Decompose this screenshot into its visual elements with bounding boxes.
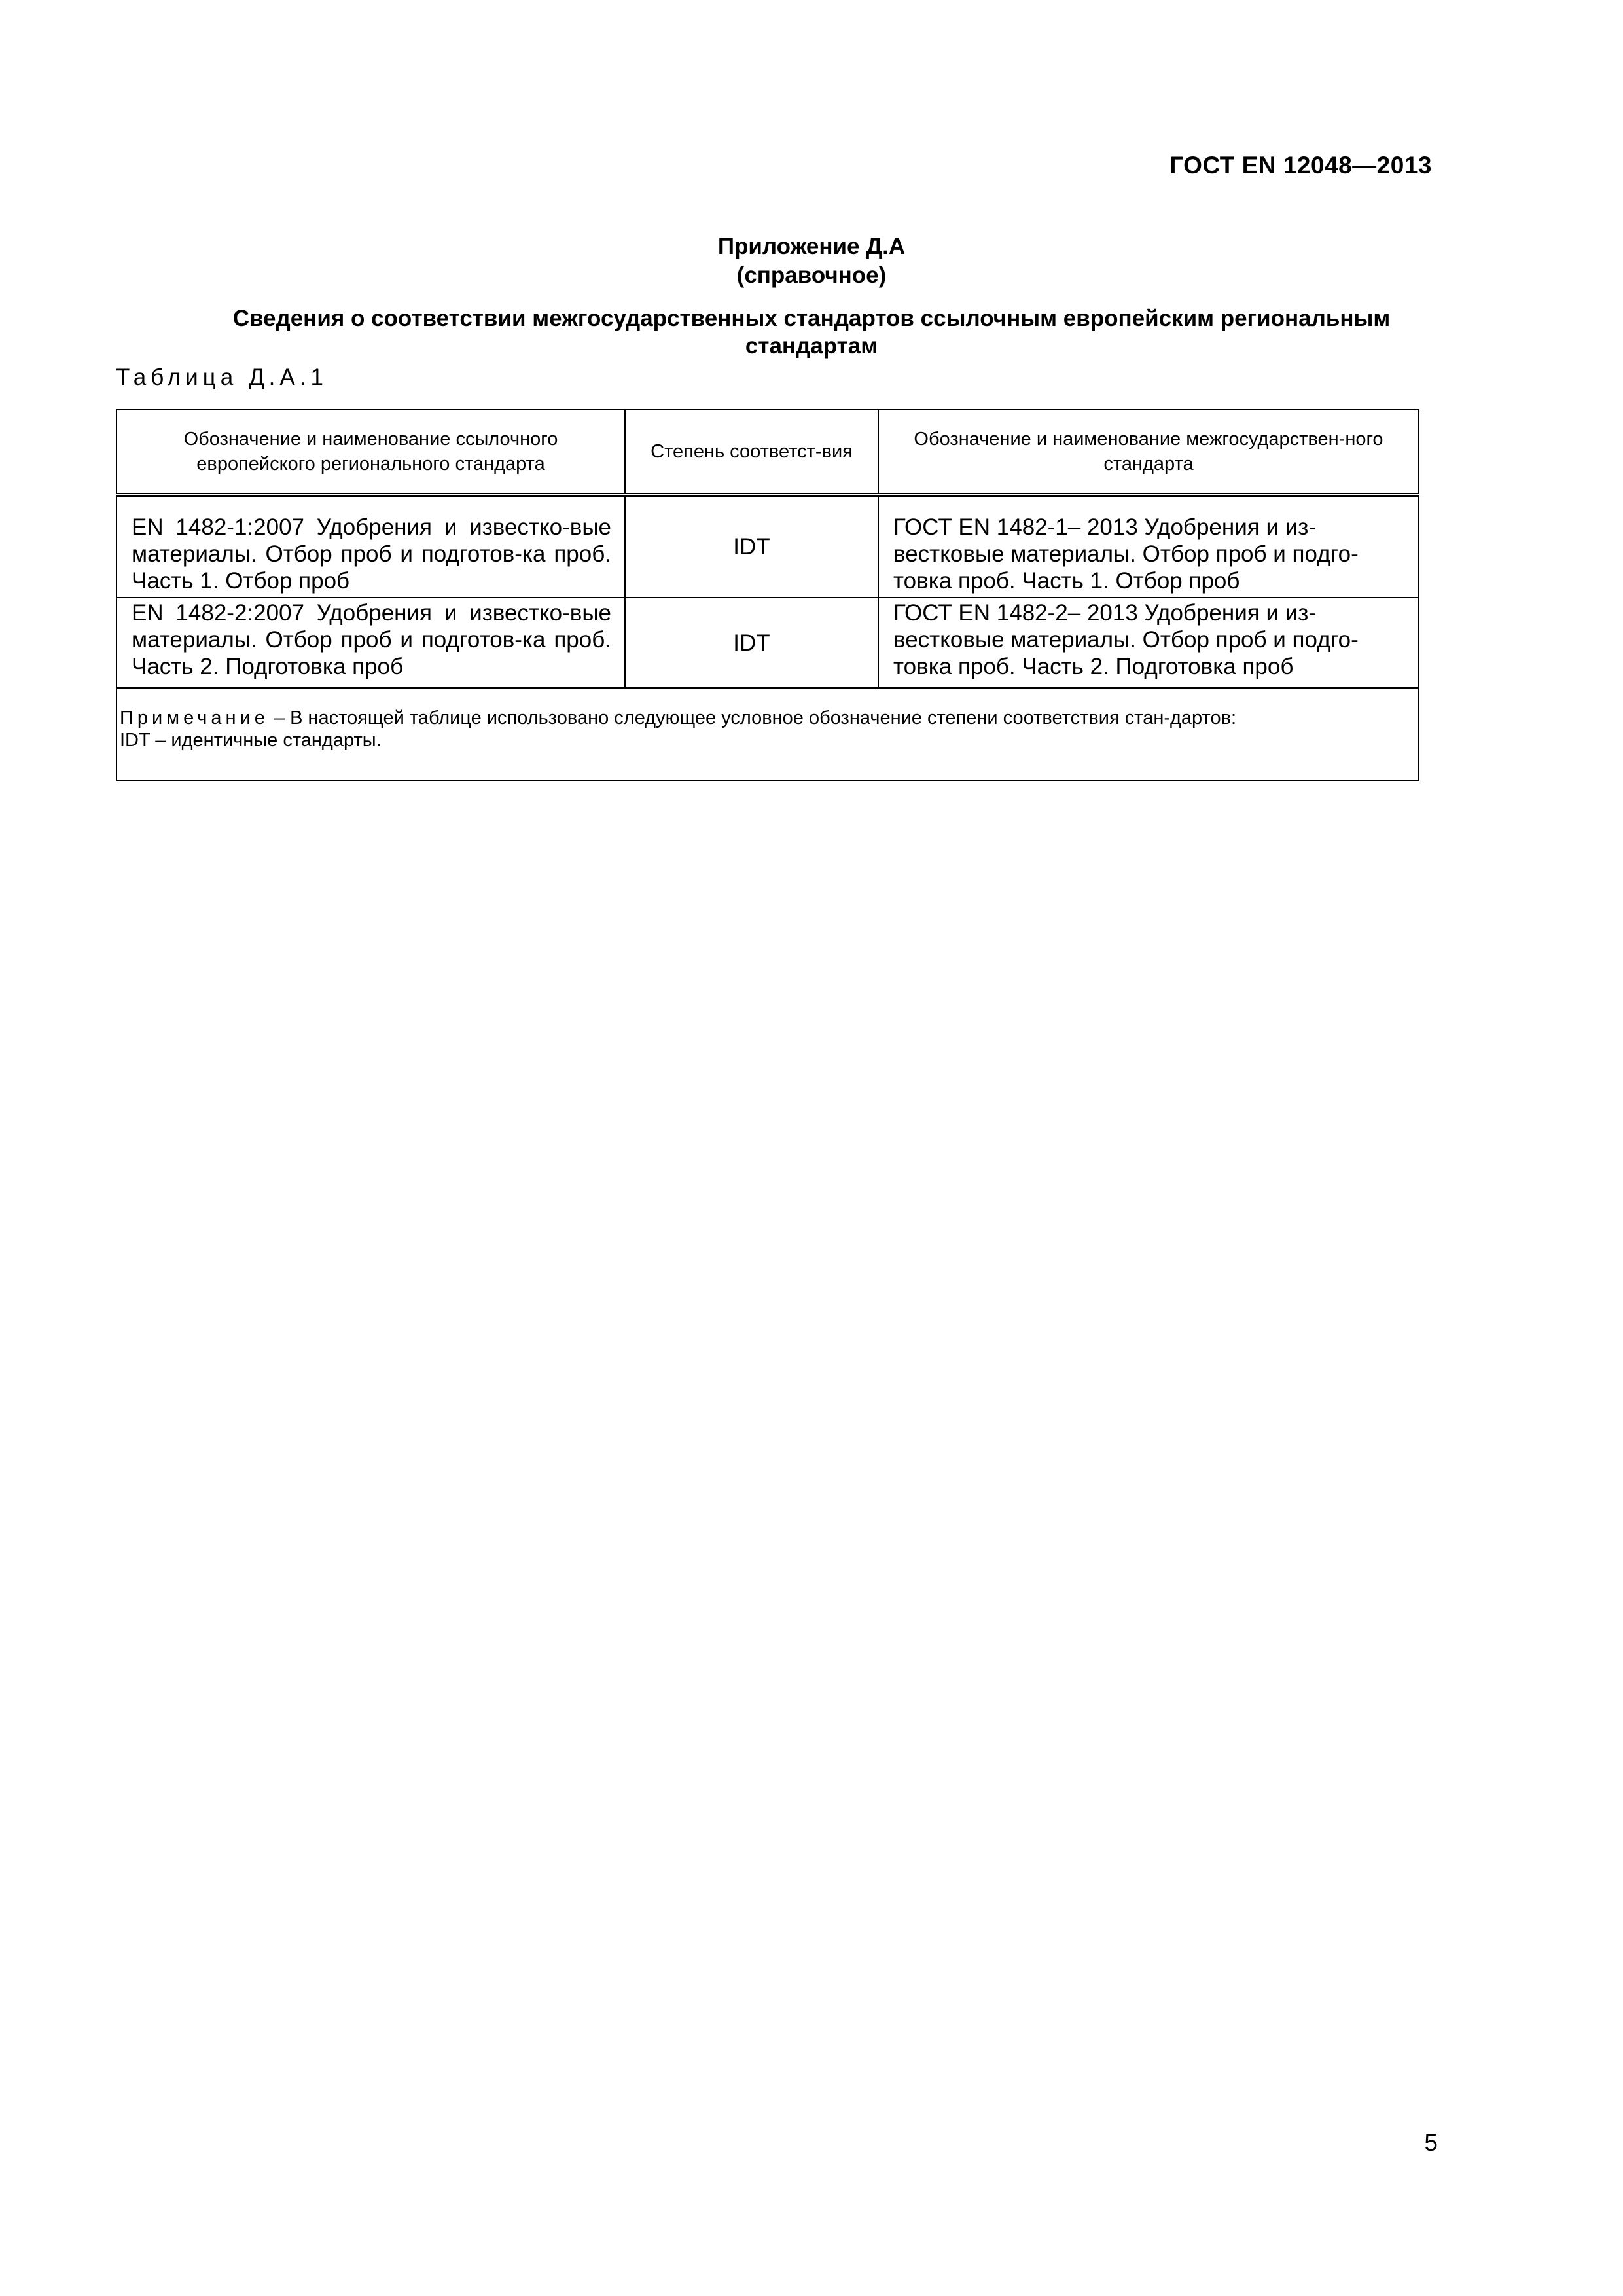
table-label: Таблица Д.А.1 xyxy=(116,365,328,390)
cell-interstate-standard: ГОСТ EN 1482-1– 2013 Удобрения и из-вестковые материалы. Отбор проб и подго-товка проб. Часть 1. Отбор проб xyxy=(878,495,1419,598)
cell-ref-standard: EN 1482-1:2007 Удобрения и известко-вые материалы. Отбор проб и подготов-ка проб. Часть 1. Отбор проб xyxy=(116,495,625,598)
annex-heading: Сведения о соответствии межгосударственных стандартов ссылочным европейским региональным стандартам xyxy=(232,306,1391,359)
header-ref-standard: Обозначение и наименование ссылочного европейского регионального стандарта xyxy=(116,410,625,495)
note-lead: Примечание xyxy=(120,708,269,728)
table-note xyxy=(116,688,1419,781)
header-interstate-standard: Обозначение и наименование межгосударствен-ного стандарта xyxy=(878,410,1419,495)
note-text: – В настоящей таблице использовано следующее условное обозначение степени соответствия стан-дартов: xyxy=(268,708,1237,728)
cell-ref-standard: EN 1482-2:2007 Удобрения и известко-вые материалы. Отбор проб и подготов-ка проб. Часть 2. Подготовка проб xyxy=(116,598,625,688)
table-row xyxy=(116,598,1419,688)
annex-title: Приложение Д.А xyxy=(717,234,906,259)
cell-interstate-standard: ГОСТ EN 1482-2– 2013 Удобрения и из-вестковые материалы. Отбор проб и подго-товка проб. Часть 2. Подготовка проб xyxy=(878,598,1419,688)
table-row xyxy=(116,495,1419,598)
annex-title-block xyxy=(0,232,1623,290)
standards-table xyxy=(116,409,1419,781)
header-degree: Степень соответст-вия xyxy=(625,410,878,495)
document-code: ГОСТ EN 12048—2013 xyxy=(1169,152,1432,179)
table-note-row xyxy=(116,688,1419,781)
page-number: 5 xyxy=(1424,2129,1438,2156)
cell-degree: IDT xyxy=(625,598,878,688)
annex-type: (справочное) xyxy=(736,262,887,288)
table-header-row xyxy=(116,410,1419,495)
note-line2: IDT – идентичные стандарты. xyxy=(120,730,382,751)
cell-degree: IDT xyxy=(625,495,878,598)
